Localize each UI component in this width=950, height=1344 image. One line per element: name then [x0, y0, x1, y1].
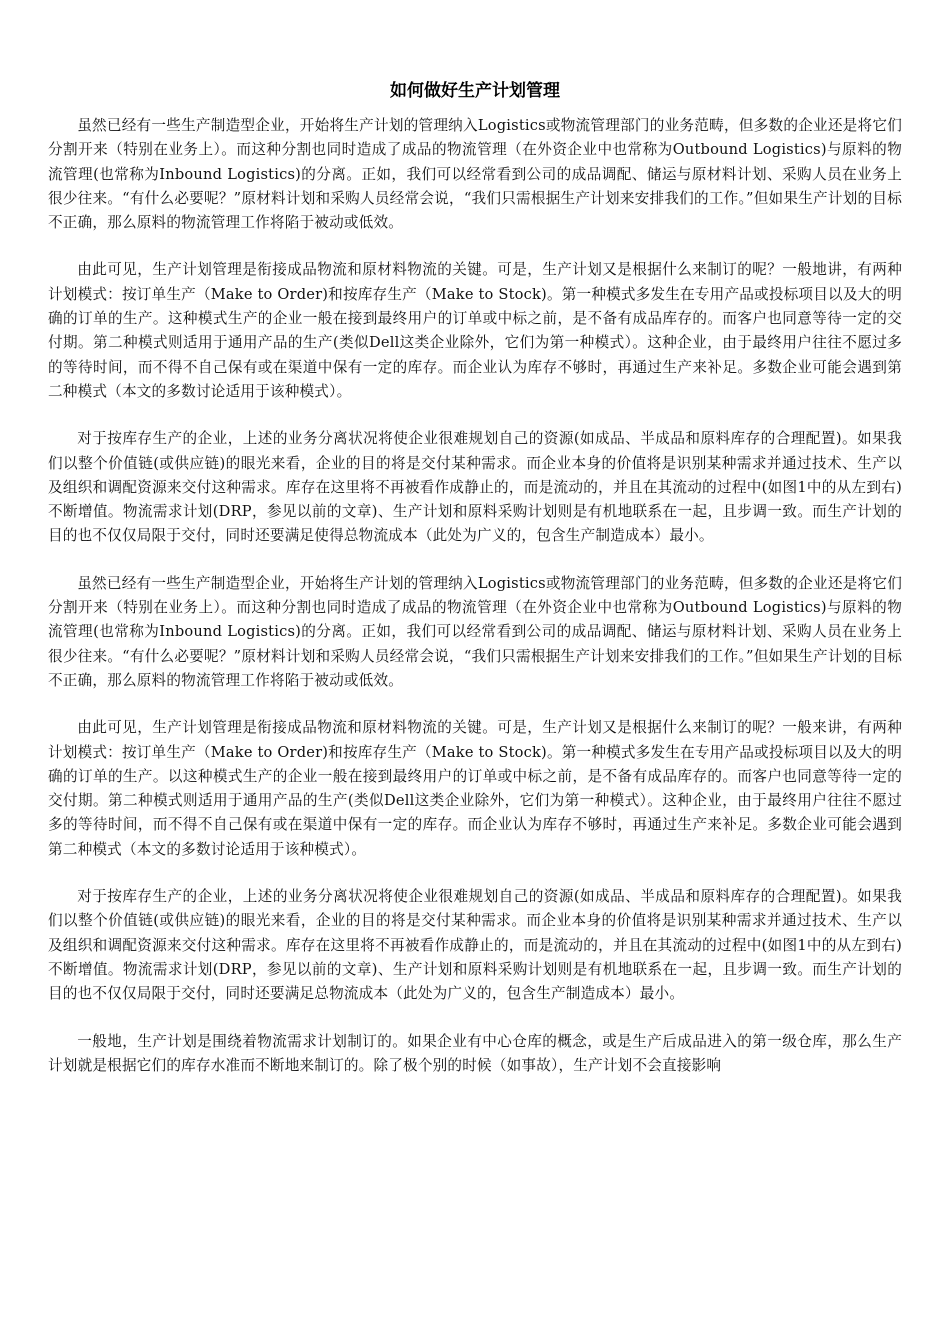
- document-title: 如何做好生产计划管理: [390, 81, 560, 101]
- paragraph-4: 虽然已经有一些生产制造型企业，开始将生产计划的管理纳入Logistics或物流管理部门的业务范畴，但多数的企业还是将它们分割开来（特别在业务上）。而这种分割也同时造成了成品的物流管理（在外资企业中也常称为Outbound Logistics)与原料的物流管理(也常称为Inbound Logistics)的分离。正如，我们可以经常看到公司的成品调配、储运与原材料计划、采购人员在业务上很少往来。“有什么必要呢？”原材料计划和采购人员经常会说，“我们只需根据生产计划来安排我们的工作。”但如果生产计划的目标不正确，那么原料的物流管理工作将陷于被动或低效。: [48, 574, 902, 689]
- paragraph-2: 由此可见，生产计划管理是衔接成品物流和原材料物流的关键。可是，生产计划又是根据什么来制订的呢？一般地讲，有两种计划模式：按订单生产（Make to Order)和按库存生产（Make to Stock)。第一种模式多发生在专用产品或投标项目以及大的明确的订单的生产。这种模式生产的企业一般在接到最终用户的订单或中标之前，是不备有成品库存的。而客户也同意等待一定的交付期。第二种模式则适用于通用产品的生产(类似Dell这类企业除外，它们为第一种模式）。这种企业，由于最终用户往往不愿过多的等待时间，而不得不自己保有或在渠道中保有一定的库存。而企业认为库存不够时，再通过生产来补足。多数企业可能会遇到第二种模式（本文的多数讨论适用于该种模式）。: [48, 261, 902, 400]
- paragraph-6: 对于按库存生产的企业，上述的业务分离状况将使企业很难规划自己的资源(如成品、半成品和原料库存的合理配置)。如果我们以整个价值链(或供应链)的眼光来看，企业的目的将是交付某种需求。而企业本身的价值将是识别某种需求并通过技术、生产以及组织和调配资源来交付这种需求。库存在这里将不再被看作成静止的，而是流动的，并且在其流动的过程中(如图1中的从左到右)不断增值。物流需求计划(DRP，参见以前的文章)、生产计划和原料采购计划则是有机地联系在一起，且步调一致。而生产计划的目的也不仅仅局限于交付，同时还要满足总物流成本（此处为广义的，包含生产制造成本）最小。: [48, 888, 902, 1003]
- paragraph-7: 一般地，生产计划是围绕着物流需求计划制订的。如果企业有中心仓库的概念，或是生产后成品进入的第一级仓库，那么生产计划就是根据它们的库存水准而不断地来制订的。除了极个别的时候（如事故），生产计划不会直接影响: [48, 1032, 902, 1074]
- paragraph-5: 由此可见，生产计划管理是衔接成品物流和原材料物流的关键。可是，生产计划又是根据什么来制订的呢？一般来讲，有两种计划模式：按订单生产（Make to Order)和按库存生产（Make to Stock)。第一种模式多发生在专用产品或投标项目以及大的明确的订单的生产。以这种模式生产的企业一般在接到最终用户的订单或中标之前，是不备有成品库存的。而客户也同意等待一定的交付期。第二种模式则适用于通用产品的生产(类似Dell这类企业除外，它们为第一种模式）。这种企业，由于最终用户往往不愿过多的等待时间，而不得不自己保有或在渠道中保有一定的库存。而企业认为库存不够时，再通过生产来补足。多数企业可能会遇到第二种模式（本文的多数讨论适用于该种模式）。: [48, 719, 902, 858]
- paragraph-1: 虽然已经有一些生产制造型企业，开始将生产计划的管理纳入Logistics或物流管理部门的业务范畴，但多数的企业还是将它们分割开来（特别在业务上）。而这种分割也同时造成了成品的物流管理（在外资企业中也常称为Outbound Logistics)与原料的物流管理(也常称为Inbound Logistics)的分离。正如，我们可以经常看到公司的成品调配、储运与原材料计划、采购人员在业务上很少往来。“有什么必要呢？”原材料计划和采购人员经常会说，“我们只需根据生产计划来安排我们的工作。”但如果生产计划的目标不正确，那么原料的物流管理工作将陷于被动或低效。: [48, 117, 902, 232]
- paragraph-3: 对于按库存生产的企业，上述的业务分离状况将使企业很难规划自己的资源(如成品、半成品和原料库存的合理配置)。如果我们以整个价值链(或供应链)的眼光来看，企业的目的将是交付某种需求。而企业本身的价值将是识别某种需求并通过技术、生产以及组织和调配资源来交付这种需求。库存在这里将不再被看作成静止的，而是流动的，并且在其流动的过程中(如图1中的从左到右)不断增值。物流需求计划(DRP，参见以前的文章)、生产计划和原料采购计划则是有机地联系在一起，且步调一致。而生产计划的目的也不仅仅局限于交付，同时还要满足使得总物流成本（此处为广义的，包含生产制造成本）最小。: [48, 430, 902, 545]
- document-body: [48, 114, 902, 1101]
